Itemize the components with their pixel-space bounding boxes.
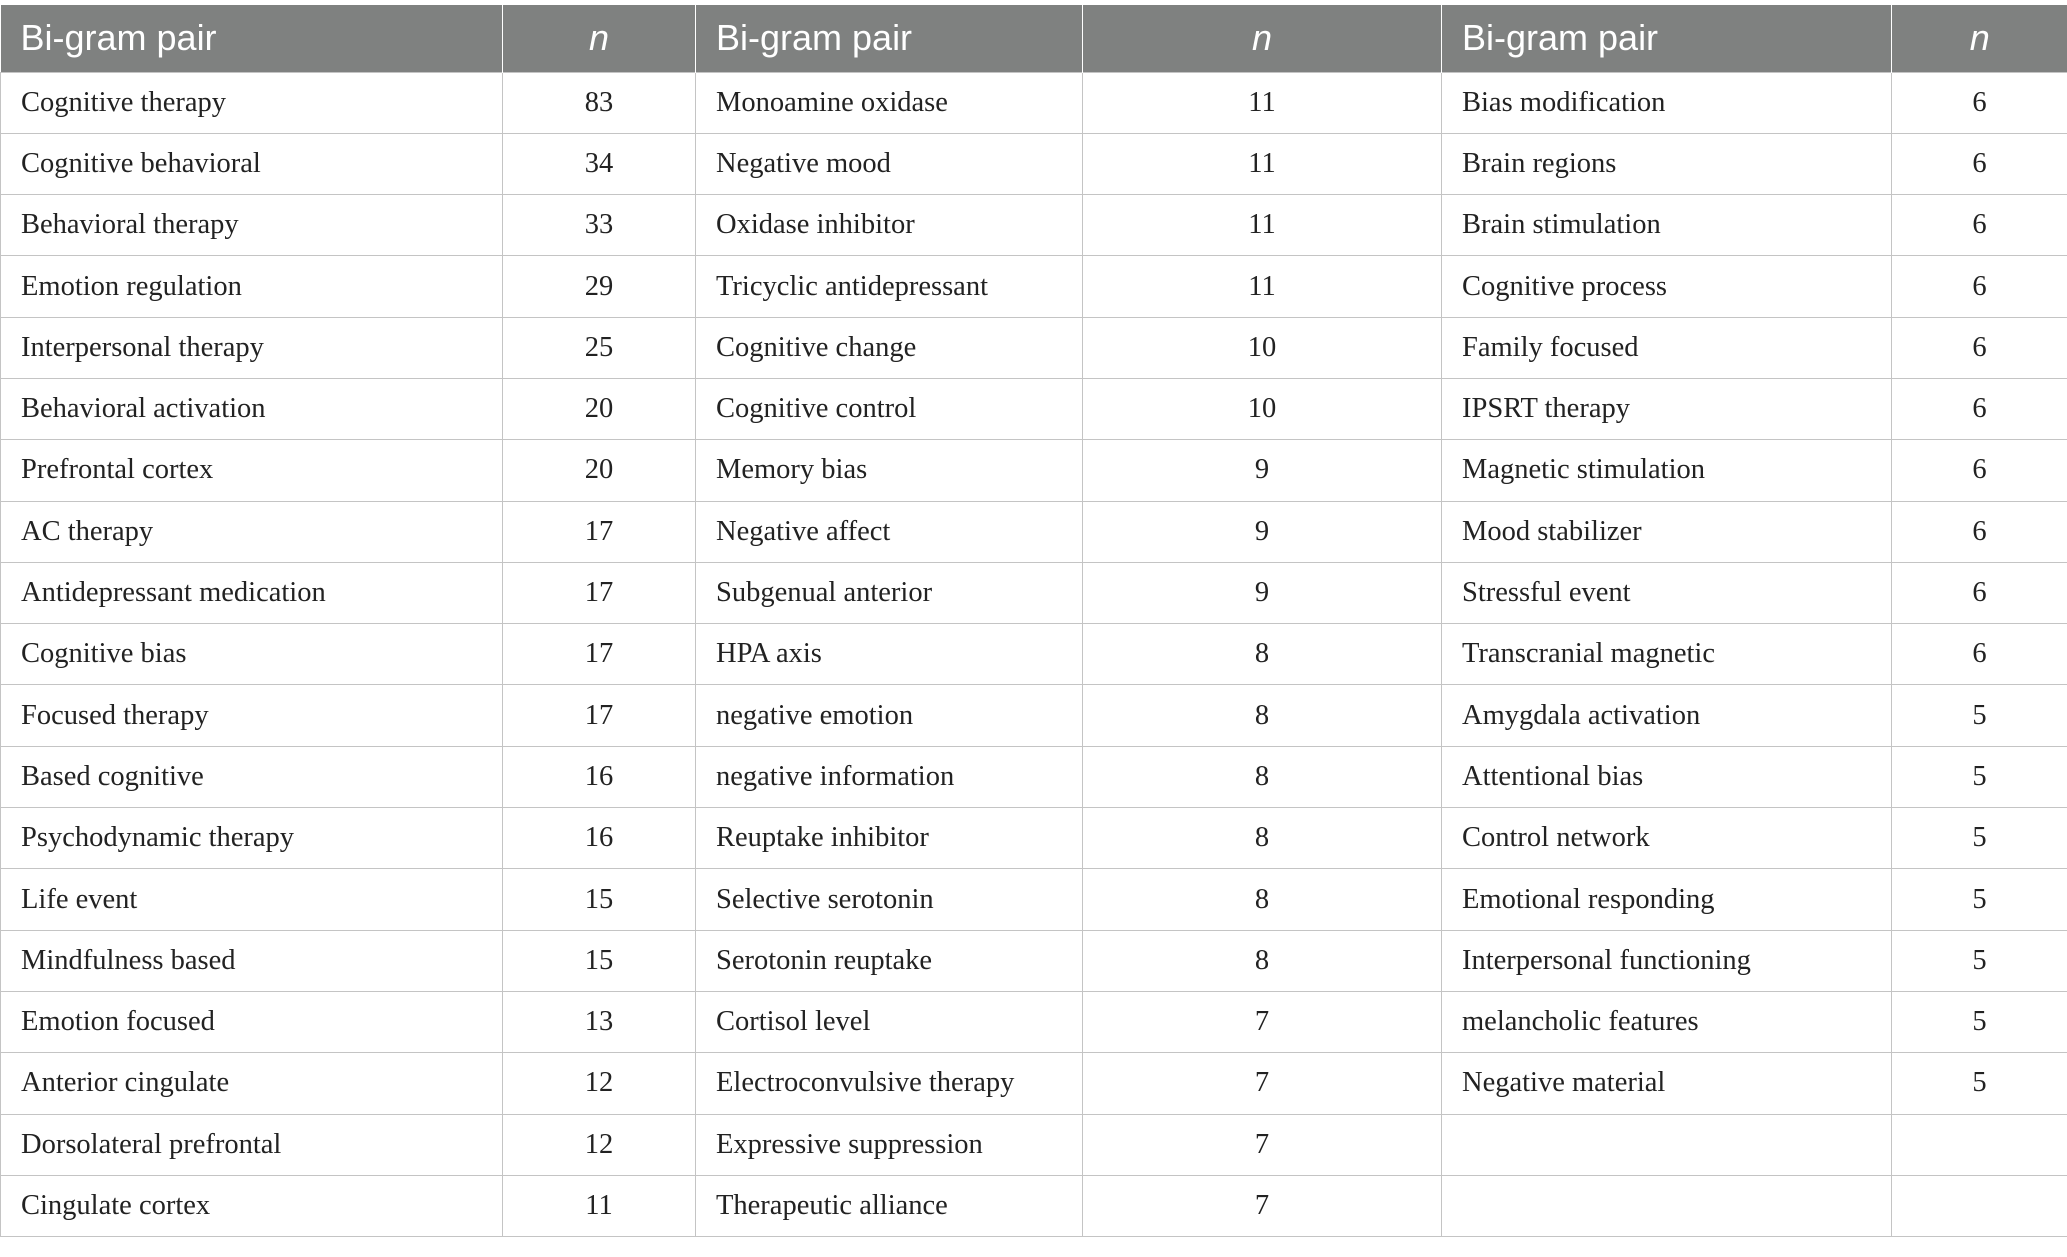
table-row	[1, 808, 2067, 869]
cell-n-1: 17	[503, 562, 696, 623]
table-row	[1, 378, 2067, 439]
header-row	[1, 5, 2067, 72]
cell-n-3	[1892, 1175, 2067, 1236]
cell-n-3	[1892, 1114, 2067, 1175]
cell-n-2: 9	[1083, 440, 1442, 501]
cell-bigram-pair-1: Cognitive therapy	[1, 72, 503, 133]
cell-bigram-pair-2: Electroconvulsive therapy	[696, 1053, 1083, 1114]
cell-bigram-pair-3: Bias modification	[1442, 72, 1892, 133]
cell-n-2: 7	[1083, 1114, 1442, 1175]
cell-n-1: 20	[503, 378, 696, 439]
cell-n-2: 11	[1083, 133, 1442, 194]
cell-n-1: 33	[503, 195, 696, 256]
table-row	[1, 256, 2067, 317]
cell-bigram-pair-3: Brain regions	[1442, 133, 1892, 194]
cell-n-1: 11	[503, 1175, 696, 1236]
cell-n-3: 6	[1892, 317, 2067, 378]
cell-bigram-pair-3: Stressful event	[1442, 562, 1892, 623]
cell-bigram-pair-2: Expressive suppression	[696, 1114, 1083, 1175]
table-row	[1, 930, 2067, 991]
table-row	[1, 133, 2067, 194]
cell-bigram-pair-1: Dorsolateral prefrontal	[1, 1114, 503, 1175]
table-header	[1, 5, 2067, 72]
cell-bigram-pair-1: Focused therapy	[1, 685, 503, 746]
cell-n-1: 16	[503, 808, 696, 869]
cell-n-2: 7	[1083, 1053, 1442, 1114]
cell-n-3: 5	[1892, 746, 2067, 807]
cell-n-3: 5	[1892, 685, 2067, 746]
cell-bigram-pair-3: Interpersonal functioning	[1442, 930, 1892, 991]
cell-bigram-pair-3: Cognitive process	[1442, 256, 1892, 317]
cell-n-1: 16	[503, 746, 696, 807]
cell-bigram-pair-1: Behavioral therapy	[1, 195, 503, 256]
cell-bigram-pair-1: Prefrontal cortex	[1, 440, 503, 501]
cell-n-3: 5	[1892, 1053, 2067, 1114]
cell-bigram-pair-2: Cortisol level	[696, 991, 1083, 1052]
table-row	[1, 72, 2067, 133]
cell-bigram-pair-3: Negative material	[1442, 1053, 1892, 1114]
cell-bigram-pair-2: Monoamine oxidase	[696, 72, 1083, 133]
cell-bigram-pair-2: Oxidase inhibitor	[696, 195, 1083, 256]
cell-n-2: 8	[1083, 930, 1442, 991]
cell-bigram-pair-2: Serotonin reuptake	[696, 930, 1083, 991]
header-n-1: n	[503, 5, 696, 72]
cell-bigram-pair-1: Anterior cingulate	[1, 1053, 503, 1114]
header-bigram-pair-2: Bi-gram pair	[696, 5, 1083, 72]
cell-bigram-pair-3: Magnetic stimulation	[1442, 440, 1892, 501]
cell-n-3: 6	[1892, 133, 2067, 194]
cell-n-1: 83	[503, 72, 696, 133]
cell-bigram-pair-1: Antidepressant medication	[1, 562, 503, 623]
table-row	[1, 869, 2067, 930]
cell-n-2: 10	[1083, 378, 1442, 439]
cell-bigram-pair-3: Transcranial magnetic	[1442, 624, 1892, 685]
bigram-table	[0, 5, 2067, 1237]
table-row	[1, 1175, 2067, 1236]
cell-n-2: 7	[1083, 1175, 1442, 1236]
cell-n-3: 6	[1892, 501, 2067, 562]
cell-n-3: 5	[1892, 869, 2067, 930]
table-row	[1, 1053, 2067, 1114]
cell-n-1: 15	[503, 930, 696, 991]
table-row	[1, 562, 2067, 623]
table-row	[1, 991, 2067, 1052]
cell-n-2: 8	[1083, 624, 1442, 685]
cell-n-1: 15	[503, 869, 696, 930]
table-row	[1, 440, 2067, 501]
cell-n-3: 6	[1892, 562, 2067, 623]
cell-n-2: 11	[1083, 72, 1442, 133]
cell-n-2: 11	[1083, 195, 1442, 256]
cell-bigram-pair-3: Brain stimulation	[1442, 195, 1892, 256]
cell-bigram-pair-1: Psychodynamic therapy	[1, 808, 503, 869]
cell-n-1: 17	[503, 624, 696, 685]
cell-bigram-pair-1: AC therapy	[1, 501, 503, 562]
cell-n-2: 9	[1083, 501, 1442, 562]
cell-n-2: 10	[1083, 317, 1442, 378]
cell-bigram-pair-3: Emotional responding	[1442, 869, 1892, 930]
cell-n-2: 8	[1083, 808, 1442, 869]
cell-bigram-pair-2: Negative mood	[696, 133, 1083, 194]
cell-bigram-pair-1: Cingulate cortex	[1, 1175, 503, 1236]
cell-n-3: 5	[1892, 808, 2067, 869]
cell-bigram-pair-1: Interpersonal therapy	[1, 317, 503, 378]
cell-bigram-pair-3: Amygdala activation	[1442, 685, 1892, 746]
table-body	[1, 72, 2067, 1237]
cell-bigram-pair-2: negative information	[696, 746, 1083, 807]
table-row	[1, 624, 2067, 685]
cell-bigram-pair-3: Family focused	[1442, 317, 1892, 378]
cell-bigram-pair-2: Tricyclic antidepressant	[696, 256, 1083, 317]
cell-n-2: 8	[1083, 685, 1442, 746]
table-row	[1, 746, 2067, 807]
cell-bigram-pair-2: negative emotion	[696, 685, 1083, 746]
cell-bigram-pair-2: Reuptake inhibitor	[696, 808, 1083, 869]
cell-n-1: 34	[503, 133, 696, 194]
cell-bigram-pair-3: IPSRT therapy	[1442, 378, 1892, 439]
cell-bigram-pair-3: melancholic features	[1442, 991, 1892, 1052]
cell-n-3: 6	[1892, 378, 2067, 439]
cell-bigram-pair-3	[1442, 1114, 1892, 1175]
table-row	[1, 317, 2067, 378]
cell-bigram-pair-1: Based cognitive	[1, 746, 503, 807]
cell-bigram-pair-3: Mood stabilizer	[1442, 501, 1892, 562]
cell-bigram-pair-2: Subgenual anterior	[696, 562, 1083, 623]
cell-n-1: 12	[503, 1114, 696, 1175]
cell-n-1: 25	[503, 317, 696, 378]
cell-bigram-pair-1: Emotion regulation	[1, 256, 503, 317]
cell-n-3: 6	[1892, 440, 2067, 501]
cell-bigram-pair-1: Cognitive behavioral	[1, 133, 503, 194]
header-n-2: n	[1083, 5, 1442, 72]
header-bigram-pair-1: Bi-gram pair	[1, 5, 503, 72]
cell-n-1: 12	[503, 1053, 696, 1114]
cell-bigram-pair-3	[1442, 1175, 1892, 1236]
cell-n-2: 11	[1083, 256, 1442, 317]
cell-n-2: 8	[1083, 746, 1442, 807]
cell-n-3: 6	[1892, 256, 2067, 317]
cell-bigram-pair-1: Cognitive bias	[1, 624, 503, 685]
cell-bigram-pair-3: Attentional bias	[1442, 746, 1892, 807]
cell-n-3: 6	[1892, 72, 2067, 133]
cell-bigram-pair-2: Selective serotonin	[696, 869, 1083, 930]
cell-n-1: 17	[503, 501, 696, 562]
cell-n-1: 29	[503, 256, 696, 317]
cell-bigram-pair-1: Emotion focused	[1, 991, 503, 1052]
cell-n-3: 6	[1892, 624, 2067, 685]
table-row	[1, 195, 2067, 256]
cell-n-3: 5	[1892, 930, 2067, 991]
cell-n-1: 17	[503, 685, 696, 746]
cell-n-3: 6	[1892, 195, 2067, 256]
table-row	[1, 501, 2067, 562]
cell-bigram-pair-1: Mindfulness based	[1, 930, 503, 991]
cell-n-3: 5	[1892, 991, 2067, 1052]
table-row	[1, 1114, 2067, 1175]
cell-n-1: 20	[503, 440, 696, 501]
header-n-3: n	[1892, 5, 2067, 72]
cell-bigram-pair-1: Behavioral activation	[1, 378, 503, 439]
cell-bigram-pair-2: HPA axis	[696, 624, 1083, 685]
cell-bigram-pair-1: Life event	[1, 869, 503, 930]
cell-n-2: 9	[1083, 562, 1442, 623]
cell-bigram-pair-2: Therapeutic alliance	[696, 1175, 1083, 1236]
cell-bigram-pair-2: Cognitive change	[696, 317, 1083, 378]
cell-bigram-pair-3: Control network	[1442, 808, 1892, 869]
header-bigram-pair-3: Bi-gram pair	[1442, 5, 1892, 72]
cell-bigram-pair-2: Negative affect	[696, 501, 1083, 562]
table-row	[1, 685, 2067, 746]
cell-n-2: 7	[1083, 991, 1442, 1052]
cell-bigram-pair-2: Cognitive control	[696, 378, 1083, 439]
cell-bigram-pair-2: Memory bias	[696, 440, 1083, 501]
cell-n-1: 13	[503, 991, 696, 1052]
cell-n-2: 8	[1083, 869, 1442, 930]
